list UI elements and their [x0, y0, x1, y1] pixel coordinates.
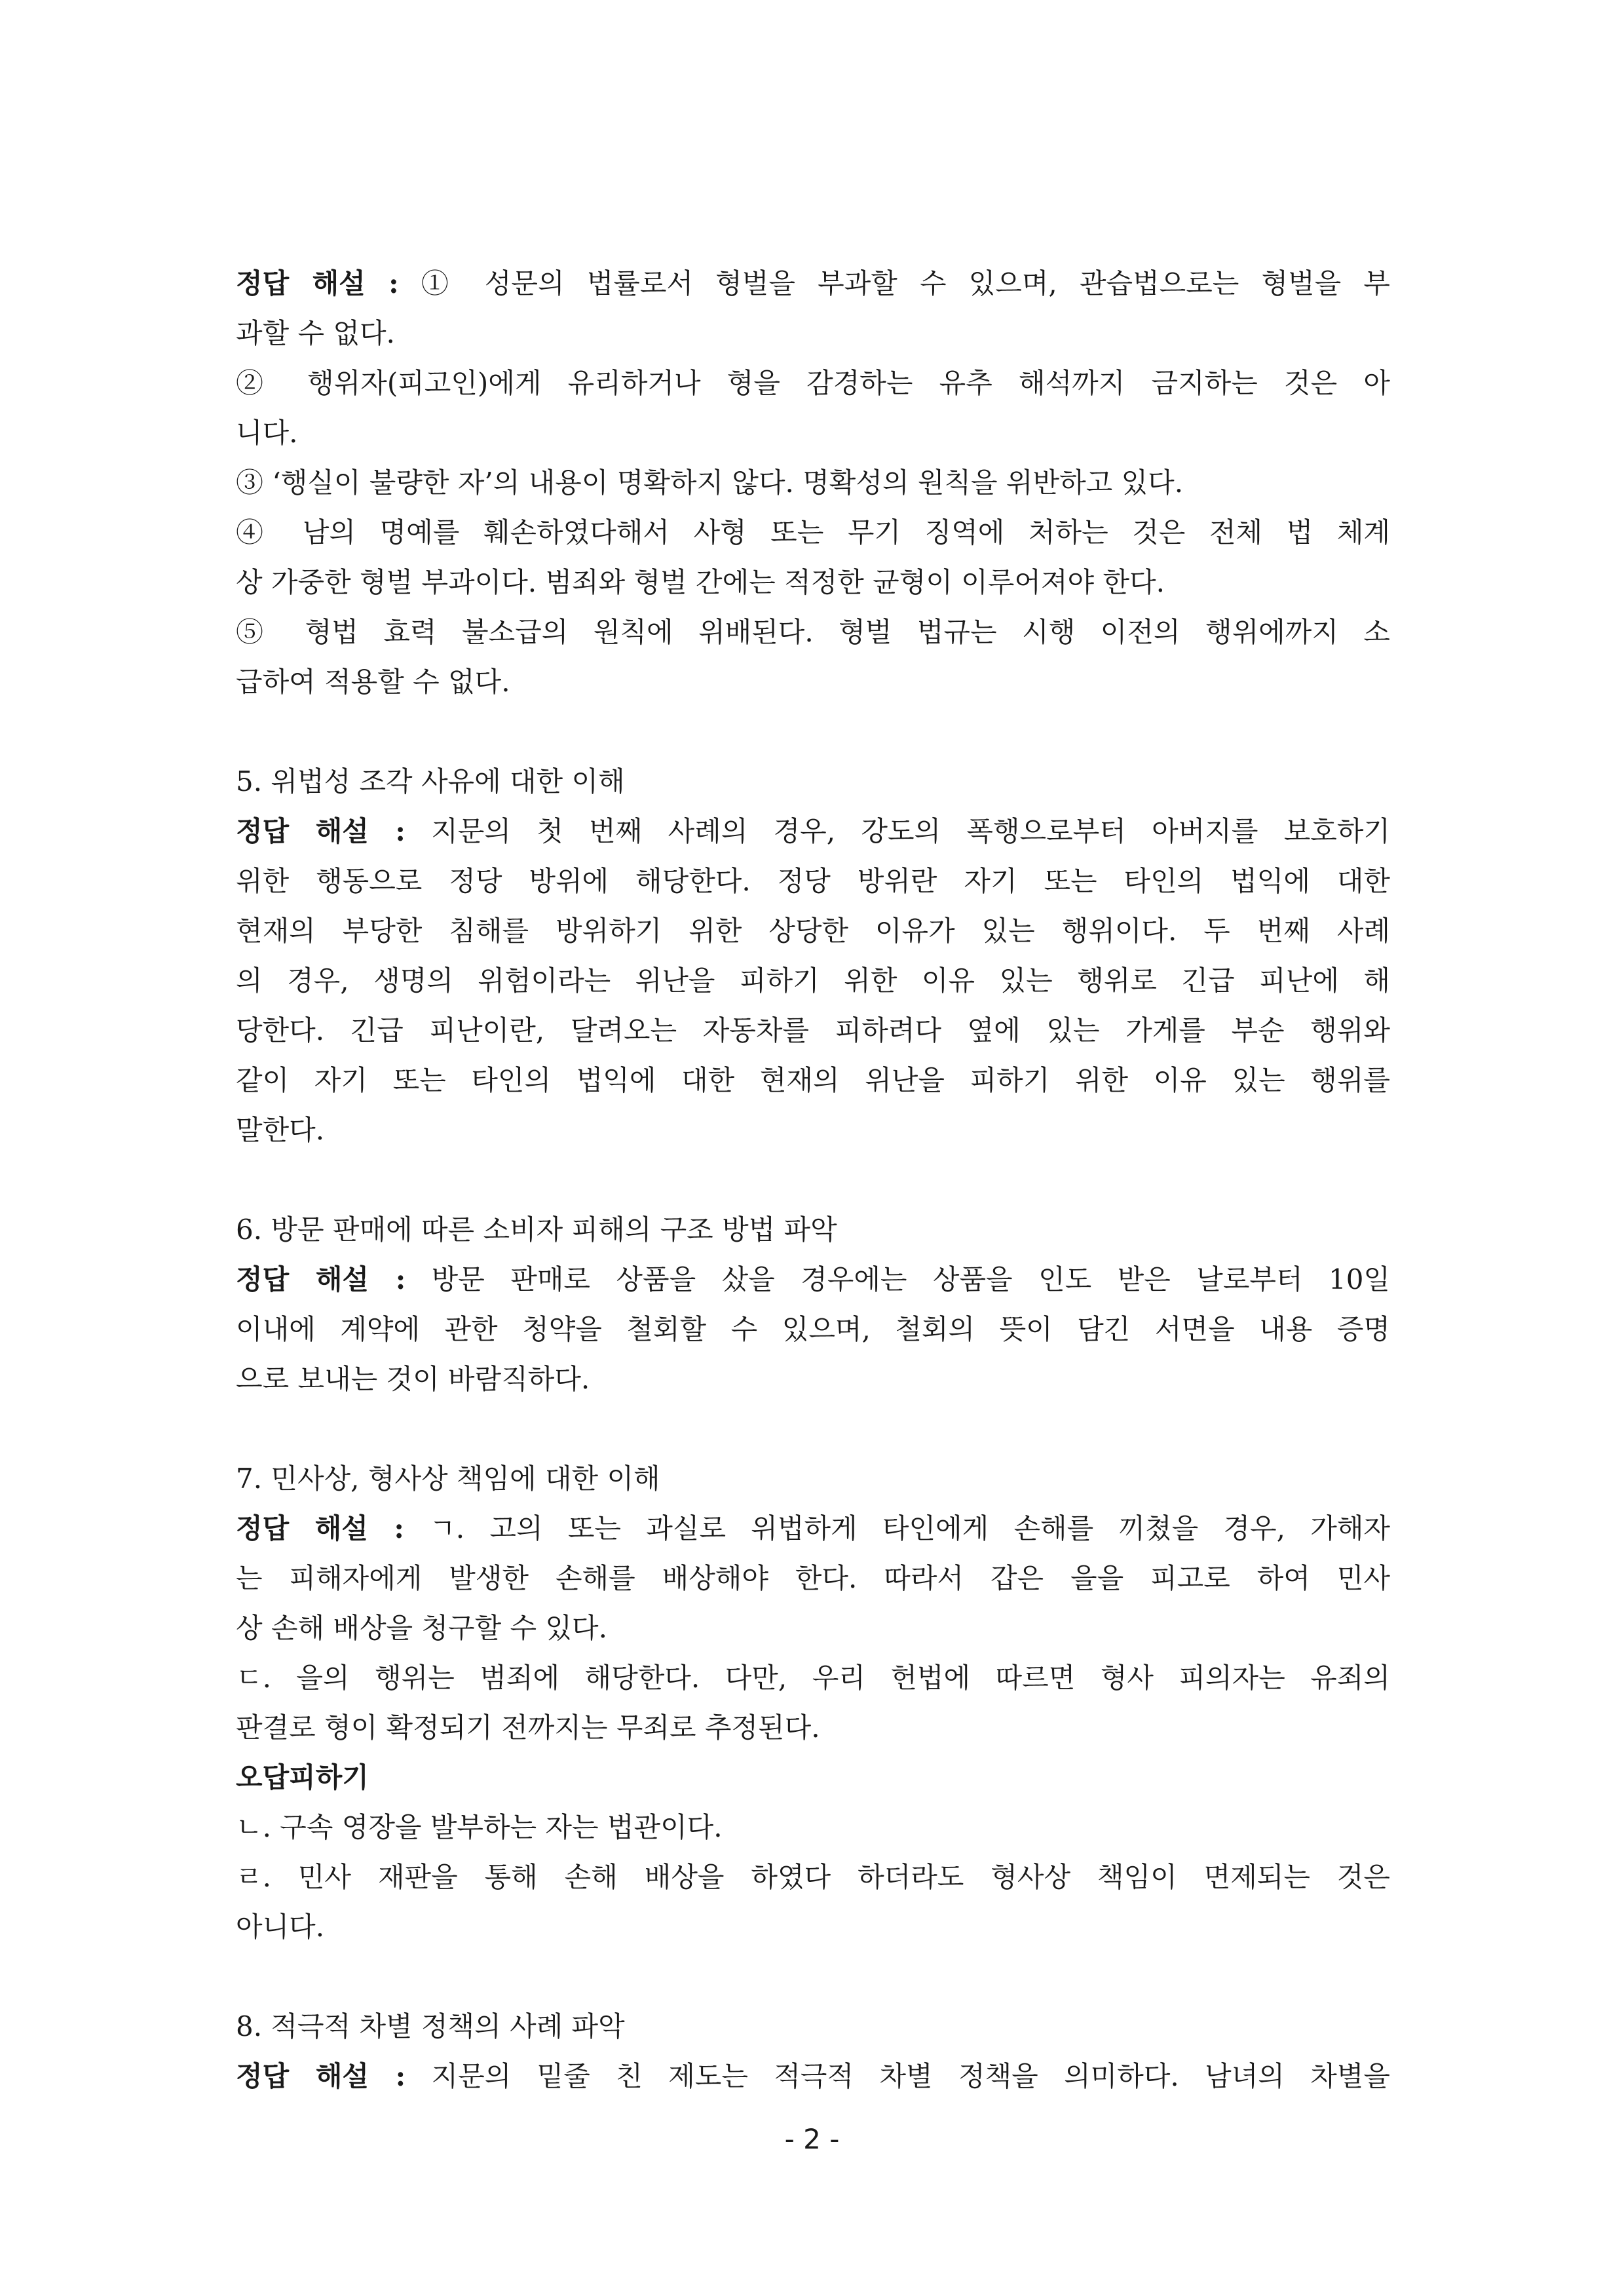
text-line [236, 1504, 1390, 1554]
text-line: 위한 행동으로 정당 방위에 해당한다. 정당 방위란 자기 또는 타인의 법익에 대한 [236, 865, 1390, 897]
text-line: 급하여 적용할 수 없다. [236, 666, 510, 698]
text-line: ㄹ. 민사 재판을 통해 손해 배상을 하였다 하더라도 형사상 책임이 면제되는 것은 [236, 1861, 1390, 1893]
text-line [236, 2052, 1390, 2101]
page-number: - 2 - [784, 2123, 840, 2155]
answer-label: 정답 해설 : [236, 815, 406, 847]
answer-label: 정답 해설 : [236, 267, 399, 299]
text-line: ㄷ. 을의 행위는 범죄에 해당한다. 다만, 우리 헌법에 따르면 형사 피의자는 유죄의 [236, 1662, 1390, 1694]
text-line: ⑤ 형법 효력 불소급의 원칙에 위배된다. 형벌 법규는 시행 이전의 행위에까지 소 [236, 616, 1390, 648]
text-fragment: 지문의 밑줄 친 제도는 적극적 차별 정책을 의미하다. 남녀의 차별을 [406, 2060, 1390, 2092]
text-line: 는 피해자에게 발생한 손해를 배상해야 한다. 따라서 갑은 을을 피고로 하여 민사 [236, 1562, 1390, 1594]
text-line [236, 259, 1390, 309]
text-fragment: 지문의 첫 번째 사례의 경우, 강도의 폭행으로부터 아버지를 보호하기 [405, 815, 1390, 847]
answer-label: 정답 해설 : [236, 1263, 406, 1295]
paragraph-gap [236, 1155, 1390, 1205]
text-line: 상 손해 배상을 청구할 수 있다. [236, 1612, 607, 1644]
paragraph-gap [236, 707, 1390, 757]
text-line [236, 1255, 1390, 1305]
text-line: 이내에 계약에 관한 청약을 철회할 수 있으며, 철회의 뜻이 담긴 서면을 내용 증명 [236, 1313, 1390, 1345]
section-heading: 5. 위법성 조각 사유에 대한 이해 [236, 765, 625, 797]
answer-label: 정답 해설 : [236, 1512, 404, 1544]
avoid-wrong-answer-heading: 오답피하기 [236, 1761, 369, 1793]
text-line: 과할 수 없다. [236, 317, 395, 349]
text-line: 말한다. [236, 1114, 325, 1146]
text-line: ③ ‘행실이 불량한 자’의 내용이 명확하지 않다. 명확성의 원칙을 위반하고 있다. [236, 467, 1184, 499]
answer-label: 정답 해설 : [236, 2060, 406, 2092]
text-line: 당한다. 긴급 피난이란, 달려오는 자동차를 피하려다 옆에 있는 가게를 부순 행위와 [236, 1014, 1390, 1046]
text-line: ㄴ. 구속 영장을 발부하는 자는 법관이다. [236, 1811, 723, 1843]
paragraph-gap [236, 1404, 1390, 1454]
text-line: 현재의 부당한 침해를 방위하기 위한 상당한 이유가 있는 행위이다. 두 번째 사례 [236, 915, 1390, 947]
text-line: ④ 남의 명예를 훼손하였다해서 사형 또는 무기 징역에 처하는 것은 전체 법 체계 [236, 516, 1390, 548]
text-fragment: ㄱ. 고의 또는 과실로 위법하게 타인에게 손해를 끼쳤을 경우, 가해자 [404, 1512, 1390, 1544]
text-line: 니다. [236, 417, 298, 449]
text-fragment: ① 성문의 법률로서 형벌을 부과할 수 있으며, 관습법으로는 형벌을 부 [398, 267, 1390, 299]
section-heading: 6. 방문 판매에 따른 소비자 피해의 구조 방법 파악 [236, 1214, 837, 1246]
text-line: 으로 보내는 것이 바람직하다. [236, 1363, 590, 1395]
text-line: 같이 자기 또는 타인의 법익에 대한 현재의 위난을 피하기 위한 이유 있는 행위를 [236, 1064, 1390, 1096]
text-line: 판결로 형이 확정되기 전까지는 무죄로 추정된다. [236, 1712, 820, 1744]
paragraph-gap [236, 1952, 1390, 2002]
text-line: 의 경우, 생명의 위험이라는 위난을 피하기 위한 이유 있는 행위로 긴급 피난에 해 [236, 965, 1390, 997]
section-heading: 8. 적극적 차별 정책의 사례 파악 [236, 2010, 625, 2042]
section-heading: 7. 민사상, 형사상 책임에 대한 이해 [236, 1463, 660, 1495]
text-line: ② 행위자(피고인)에게 유리하거나 형을 감경하는 유추 해석까지 금지하는 것은 아 [236, 367, 1390, 399]
text-line: 아니다. [236, 1911, 325, 1943]
text-line [236, 807, 1390, 856]
text-line: 상 가중한 형벌 부과이다. 범죄와 형벌 간에는 적정한 균형이 이루어져야 한다. [236, 566, 1165, 598]
document-body [236, 259, 1390, 2101]
text-fragment: 방문 판매로 상품을 샀을 경우에는 상품을 인도 받은 날로부터 10일 [406, 1263, 1390, 1295]
